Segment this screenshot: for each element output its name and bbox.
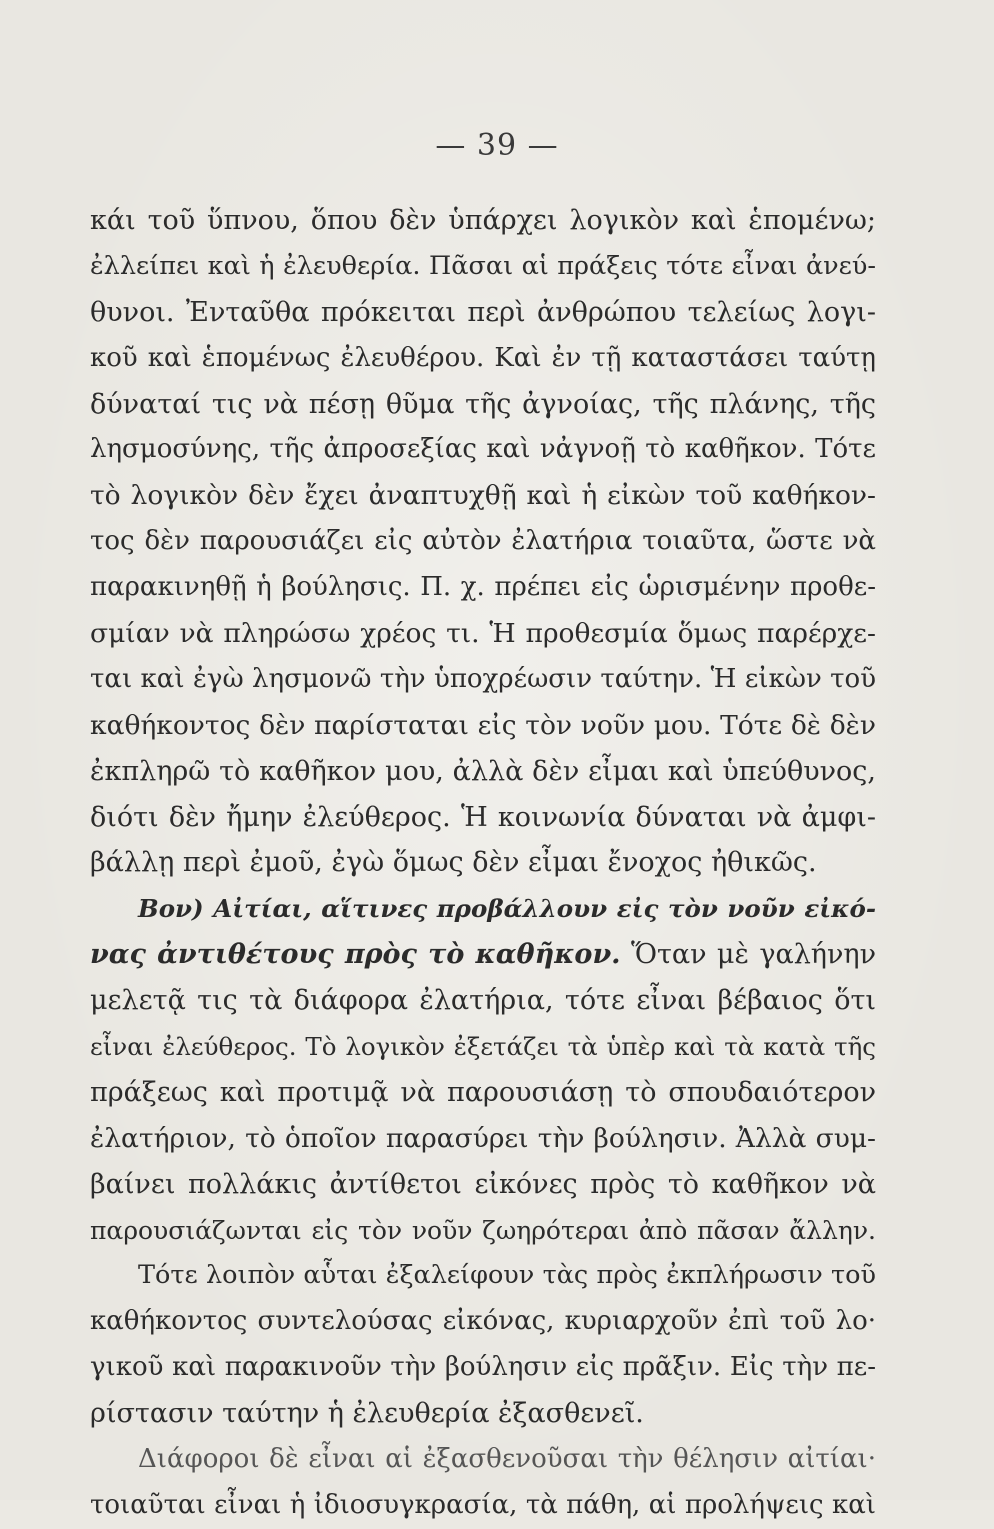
text-line: Διάφοροι δὲ εἶναι αἱ ἐξασθενοῦσαι τὴν θέλησιν αἰτίαι· [138, 1444, 876, 1475]
text-span: Ὅταν μὲ γαλήνην [620, 939, 876, 971]
text-line: τοιαῦται εἶναι ἡ ἰδιοσυγκρασία, τὰ πάθη, αἱ προλήψεις καὶ [90, 1489, 876, 1520]
text-line: εἶναι ἐλεύθερος. Τὸ λογικὸν ἐξετάζει τὰ ὑπὲρ καὶ τὰ κατὰ τῆς [90, 1032, 876, 1062]
text-line: καθήκοντος δὲν παρίσταται εἰς τὸν νοῦν μου. Τότε δὲ δὲν [90, 709, 876, 741]
section-heading: Βον) Αἰτίαι, αἵτινες προβάλλουν εἰς τὸν νοῦν εἰκό- [138, 894, 876, 924]
text-line: ἐλατήριον, τὸ ὁποῖον παρασύρει τὴν βούλησιν. Ἀλλὰ συμ- [90, 1122, 876, 1154]
text-line: διότι δὲν ἤμην ἐλεύθερος. Ἡ κοινωνία δύναται νὰ ἀμφι- [90, 801, 876, 833]
text-line: βάλλῃ περὶ ἐμοῦ, ἐγὼ ὅμως δὲν εἶμαι ἔνοχος ἠθικῶς. [90, 847, 817, 879]
text-line: ρίστασιν ταύτην ἡ ἐλευθερία ἐξασθενεῖ. [90, 1398, 644, 1430]
text-line: ἐλλείπει καὶ ἡ ἐλευθερία. Πᾶσαι αἱ πράξεις τότε εἶναι ἀνεύ- [90, 250, 876, 281]
text-line: λησμοσύνης, τῆς ἀπροσεξίας καὶ νἀγνοῇ τὸ καθῆκον. Τότε [90, 434, 876, 465]
text-line: κάι τοῦ ὕπνου, ὅπου δὲν ὑπάρχει λογικὸν καὶ ἑπομένω; [90, 205, 876, 236]
text-line: καθήκοντος συντελούσας εἰκόνας, κυριαρχοῦν ἐπὶ τοῦ λο· [90, 1306, 876, 1337]
section-heading-line [90, 886, 876, 932]
text-line: θυνοι. Ἐνταῦθα πρόκειται περὶ ἀνθρώπου τελείως λογι- [90, 296, 876, 328]
text-line: πράξεως καὶ προτιμᾷ νὰ παρουσιάσῃ τὸ σπουδαιότερον [90, 1076, 876, 1108]
text-line: κοῦ καὶ ἑπομένως ἐλευθέρου. Καὶ ἐν τῇ καταστάσει ταύτῃ [90, 342, 876, 373]
text-line: βαίνει πολλάκις ἀντίθετοι εἰκόνες πρὸς τὸ καθῆκον νὰ [90, 1168, 876, 1200]
text-line: Τότε λοιπὸν αὗται ἐξαλείφουν τὰς πρὸς ἐκπλήρωσιν τοῦ [138, 1260, 876, 1291]
text-line: παρουσιάζωνται εἰς τὸν νοῦν ζωηρότεραι ἀπὸ πᾶσαν ἄλλην. [90, 1215, 876, 1245]
text-line [90, 932, 876, 978]
section-heading-continued: νας ἀντιθέτους πρὸς τὸ καθῆκον. [90, 939, 621, 971]
body-text [90, 198, 876, 1529]
text-line: μελετᾷ τις τὰ διάφορα ἐλατήρια, τότε εἶναι βέβαιος ὅτι [90, 985, 876, 1017]
text-line: ται καὶ ἐγὼ λησμονῶ τὴν ὑποχρέωσιν ταύτην. Ἡ εἰκὼν τοῦ [90, 663, 876, 694]
text-line: ἐκπληρῶ τὸ καθῆκον μου, ἀλλὰ δὲν εἶμαι καὶ ὑπεύθυνος, [90, 755, 876, 787]
text-line: τος δὲν παρουσιάζει εἰς αὐτὸν ἐλατήρια τοιαῦτα, ὥστε νὰ [90, 526, 876, 557]
page-number: — 39 — [435, 128, 559, 163]
text-line: γικοῦ καὶ παρακινοῦν τὴν βούλησιν εἰς πρᾶξιν. Εἰς τὴν πε- [90, 1352, 876, 1383]
text-line: παρακινηθῇ ἡ βούλησις. Π. χ. πρέπει εἰς ὡρισμένην προθε- [90, 572, 876, 603]
text-line: σμίαν νὰ πληρώσω χρέος τι. Ἡ προθεσμία ὅμως παρέρχε- [90, 618, 876, 650]
text-line: τὸ λογικὸν δὲν ἔχει ἀναπτυχθῇ καὶ ἡ εἰκὼν τοῦ καθήκον- [90, 480, 876, 512]
text-line: δύναταί τις νὰ πέσῃ θῦμα τῆς ἀγνοίας, τῆς πλάνης, τῆς [90, 388, 876, 420]
